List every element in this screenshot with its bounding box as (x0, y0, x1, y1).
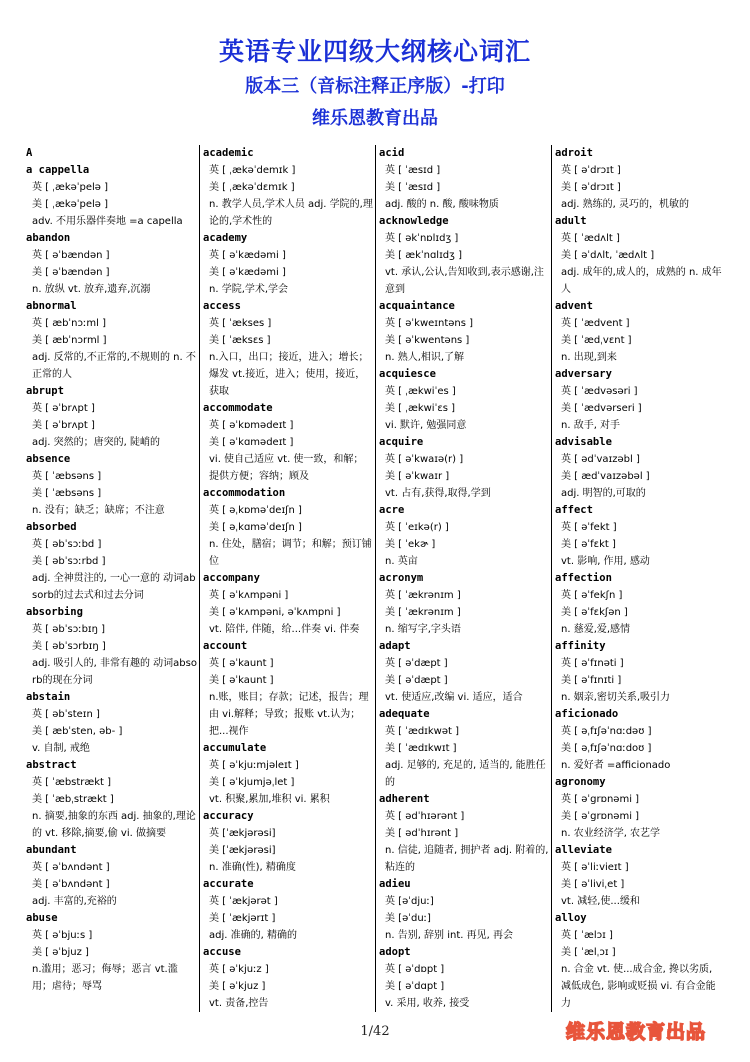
phonetic-line: 英 [ əˈdæpt ] (385, 658, 448, 669)
vocab-column-4 (551, 145, 727, 1012)
phonetic-line: 英 [ əˈkædəmi ] (209, 250, 286, 261)
phonetic-line: 英 [ ˈælɔɪ ] (561, 930, 613, 941)
headword: accommodate (203, 402, 273, 414)
phonetic-line: 美 [ ˈædvərseri ] (561, 403, 642, 414)
headword: access (203, 300, 241, 312)
headword: alloy (555, 912, 587, 924)
headword: abnormal (26, 300, 77, 312)
phonetic-line: 英 [ ˈækrənɪm ] (385, 590, 461, 601)
headword: affect (555, 504, 593, 516)
phonetic-line: 美 [ ˈekɚ ] (385, 539, 436, 550)
phonetic-line: 美 [ ˈækjərɪt ] (209, 913, 276, 924)
phonetic-line: 美 [ əˈdʌlt, ˈædʌlt ] (561, 250, 655, 261)
phonetic-line: 英 [ əˈkweɪntəns ] (385, 318, 474, 329)
headword: accurate (203, 878, 254, 890)
headword: affinity (555, 640, 606, 652)
headword: alleviate (555, 844, 612, 856)
phonetic-line: 英 [ əˈkjuːmjəleɪt ] (209, 760, 299, 771)
definition-line: n. 学院,学术,学会 (209, 284, 289, 295)
phonetic-line: 英 [ ˈædʌlt ] (561, 233, 620, 244)
phonetic-line: 英 [ ˈædvəsəri ] (561, 386, 638, 397)
phonetic-line: 英 [əˈdjuː] (385, 896, 434, 907)
headword: accompany (203, 572, 260, 584)
phonetic-line: 英 [ əˈgrɒnəmi ] (561, 794, 640, 805)
phonetic-line: 美 [ əˈkwaɪr ] (385, 471, 450, 482)
headword: account (203, 640, 248, 652)
phonetic-line: 英 [ əˈfɪnəti ] (561, 658, 624, 669)
phonetic-line: 美 [ ˈædɪkwɪt ] (385, 743, 457, 754)
phonetic-line: 英 [ ˈæbsəns ] (32, 471, 102, 482)
phonetic-line: 英 [ əˈbjuːs ] (32, 930, 93, 941)
phonetic-line: 英 [ ˈækjərət ] (209, 896, 278, 907)
headword: abstain (26, 691, 71, 703)
definition-line: n. 出现,到来 (561, 352, 617, 363)
definition-line: vt. 承认,公认,告知收到,表示感谢,注意到 (385, 267, 544, 295)
phonetic-line: 英 [ ədˈvaɪzəbl ] (561, 454, 640, 465)
definition-line: n.入口，出口；接近，进入；增长；爆发 vt.接近，进入；使用，接近，获取 (209, 352, 369, 397)
phonetic-line: 美 [ ˌækəˈdɛmɪk ] (209, 182, 295, 193)
phonetic-line: 美 [ ədˈhɪrənt ] (385, 828, 459, 839)
headword: agronomy (555, 776, 606, 788)
definition-line: n. 信徒, 追随者, 拥护者 adj. 附着的, 粘连的 (385, 845, 549, 873)
definition-line: n. 慈爱,爱,感情 (561, 624, 631, 635)
phonetic-line: 英 [ ədˈhɪərənt ] (385, 811, 465, 822)
definition-line: adj. 丰富的,充裕的 (32, 896, 117, 907)
phonetic-line: 美 [ ˈæbˌstrækt ] (32, 794, 114, 805)
phonetic-line: 美 [ ˌækwiˈɛs ] (385, 403, 456, 414)
definition-line: adj. 成年的,成人的，成熟的 n. 成年人 (561, 267, 722, 295)
phonetic-line: 英 [ ˌækəˈdemɪk ] (209, 165, 296, 176)
definition-line: adj. 反常的,不正常的,不规则的 n. 不正常的人 (32, 352, 196, 380)
headword: acronym (379, 572, 424, 584)
phonetic-line: 美 [ əˈbʌndənt ] (32, 879, 110, 890)
phonetic-line: 美 [ əˈfɪnɪti ] (561, 675, 622, 686)
definition-line: vt. 使适应,改编 vi. 适应，适合 (385, 692, 523, 703)
definition-line: n. 敌手, 对手 (561, 420, 621, 431)
phonetic-line: 英 [ ˈædvent ] (561, 318, 630, 329)
definition-line: vt. 积聚,累加,堆积 vi. 累积 (209, 794, 330, 805)
headword: academy (203, 232, 248, 244)
phonetic-line: 美 [ ædˈvaɪzəbəl ] (561, 471, 650, 482)
headword: acquire (379, 436, 424, 448)
definition-line: n. 合金 vt. 使...成合金, 搀以劣质, 减低成色, 影响或贬损 vi. 有合金能力 (561, 964, 716, 1009)
phonetic-line: 美 [ ækˈnɑlɪdʒ ] (385, 250, 463, 261)
phonetic-line: 英 [ əkˈnɒlɪdʒ ] (385, 233, 459, 244)
vocabulary-columns (23, 145, 727, 1012)
phonetic-line: 美 [ˈækjərəsi] (209, 845, 276, 856)
headword: A (26, 147, 33, 159)
definition-line: adj. 吸引人的, 非常有趣的 动词absorb的现在分词 (32, 658, 197, 686)
phonetic-line: 美 [ əˈfɛkʃən ] (561, 607, 628, 618)
headword: abundant (26, 844, 77, 856)
phonetic-line: 美 [ əˈbjuz ] (32, 947, 89, 958)
phonetic-line: 英 [ˈækjərəsi] (209, 828, 276, 839)
definition-line: vt. 责备,控告 (209, 998, 269, 1009)
definition-line: adj. 酸的 n. 酸, 酸味物质 (385, 199, 499, 210)
headword: adherent (379, 793, 430, 805)
phonetic-line: 美 [ əˈkædəmi ] (209, 267, 286, 278)
phonetic-line: 英 [ əbˈsteɪn ] (32, 709, 100, 720)
definition-line: n. 爱好者 =afficionado (561, 760, 671, 771)
headword: abandon (26, 232, 71, 244)
phonetic-line: 英 [ əˈkʌmpəni ] (209, 590, 289, 601)
phonetic-line: 英 [ əˈkaunt ] (209, 658, 274, 669)
phonetic-line: 英 [ ˈækses ] (209, 318, 272, 329)
phonetic-line: 美 [ əˈliviˌet ] (561, 879, 625, 890)
phonetic-line: 美 [ əbˈsɔrbɪŋ ] (32, 641, 106, 652)
phonetic-line: 美 [ əˈbrʌpt ] (32, 420, 95, 431)
watermark: 维乐恩教育出品 (566, 1021, 707, 1043)
definition-line: n. 摘要,抽象的东西 adj. 抽象的,理论的 vt. 移除,摘要,偷 vi. 做摘要 (32, 811, 196, 839)
page-subtitle: 版本三（音标注释正序版）-打印 (245, 76, 505, 97)
phonetic-line: 英 [ əˈkjuːz ] (209, 964, 269, 975)
phonetic-line: 美 [ ˌækəˈpelə ] (32, 199, 109, 210)
definition-line: n. 缩写字,字头语 (385, 624, 461, 635)
phonetic-line: 英 [ əˈdrɔɪt ] (561, 165, 621, 176)
definition-line: adj. 明智的,可取的 (561, 488, 646, 499)
phonetic-line: 英 [ ˈeɪkə(r) ] (385, 522, 449, 533)
definition-line: n. 英亩 (385, 556, 418, 567)
phonetic-line: 英 [ əˈbʌndənt ] (32, 862, 110, 873)
phonetic-line: 美 [ əˈdrɔɪt ] (561, 182, 621, 193)
page-header (0, 36, 750, 132)
headword: abstract (26, 759, 77, 771)
definition-line: n. 没有；缺乏；缺席；不注意 (32, 505, 165, 516)
definition-line: n. 熟人,相识,了解 (385, 352, 465, 363)
headword: adversary (555, 368, 612, 380)
phonetic-line: 美 [ əˌkɑməˈdeɪʃn ] (209, 522, 302, 533)
page-title: 英语专业四级大纲核心词汇 (218, 37, 531, 66)
phonetic-line: 英 [ əˌfɪʃəˈnɑːdəʊ ] (561, 726, 652, 737)
headword: abrupt (26, 385, 64, 397)
phonetic-line: 美 [ əˈkjumjəˌlet ] (209, 777, 295, 788)
phonetic-line: 美 [ əˈfɛkt ] (561, 539, 616, 550)
phonetic-line: 美 [ ˈæksɛs ] (209, 335, 271, 346)
headword: acquiesce (379, 368, 436, 380)
headword: adapt (379, 640, 411, 652)
publisher-name: 维乐恩教育出品 (312, 108, 438, 129)
phonetic-line: 英 [ əˈliːvieɪt ] (561, 862, 629, 873)
headword: adopt (379, 946, 411, 958)
phonetic-line: 美 [ æbˈsten, əb- ] (32, 726, 123, 737)
definition-line: n. 告别, 辞别 int. 再见, 再会 (385, 930, 513, 941)
headword: acid (379, 147, 405, 159)
headword: aficionado (555, 708, 619, 720)
headword: accumulate (203, 742, 267, 754)
definition-line: n. 住处，膳宿；调节；和解；预订铺位 (209, 539, 372, 567)
headword: absence (26, 453, 71, 465)
phonetic-line: 美 [ əˈkʌmpəni, əˈkʌmpni ] (209, 607, 341, 618)
definition-line: vt. 陪伴, 伴随，给...伴奏 vi. 伴奏 (209, 624, 360, 635)
definition-line: adj. 熟练的, 灵巧的，机敏的 (561, 199, 689, 210)
phonetic-line: 美 [ əˈdɑpt ] (385, 981, 445, 992)
definition-line: vi. 使自己适应 vt. 使一致，和解；提供方便；容纳；顾及 (209, 454, 364, 482)
phonetic-line: 美 [ əˈkjuz ] (209, 981, 266, 992)
phonetic-line: 英 [ ˌækəˈpelə ] (32, 182, 109, 193)
definition-line: n.账，账目；存款；记述，报告；理由 vi.解释；导致；报账 vt.认为；把...视作 (209, 692, 369, 737)
definition-line: vi. 默许, 勉强同意 (385, 420, 467, 431)
headword: accuse (203, 946, 241, 958)
headword: advent (555, 300, 593, 312)
definition-line: v. 自制, 戒绝 (32, 743, 90, 754)
page-number: 1/42 (360, 1024, 390, 1039)
phonetic-line: 美 [ əˌfɪʃəˈnɑːdoʊ ] (561, 743, 652, 754)
definition-line: n. 姻亲,密切关系,吸引力 (561, 692, 671, 703)
headword: advisable (555, 436, 612, 448)
phonetic-line: 英 [ əˈfekʃn ] (561, 590, 623, 601)
definition-line: v. 采用, 收养, 接受 (385, 998, 470, 1009)
phonetic-line: 美 [ ˈæbsəns ] (32, 488, 102, 499)
headword: accommodation (203, 487, 286, 499)
phonetic-line: 英 [ əbˈsɔːbd ] (32, 539, 102, 550)
headword: academic (203, 147, 254, 159)
phonetic-line: 美 [ əˈkaunt ] (209, 675, 274, 686)
phonetic-line: 英 [ əˈbændən ] (32, 250, 110, 261)
headword: absorbing (26, 606, 83, 618)
definition-line: adj. 全神贯注的, 一心一意的 动词absorb的过去式和过去分词 (32, 573, 196, 601)
headword: adequate (379, 708, 430, 720)
headword: affection (555, 572, 612, 584)
definition-line: n. 放纵 vt. 放弃,遗弃,沉溺 (32, 284, 151, 295)
phonetic-line: 英 [ əˈkwaɪə(r) ] (385, 454, 464, 465)
definition-line: n. 农业经济学, 农艺学 (561, 828, 661, 839)
definition-line: adj. 足够的, 充足的, 适当的, 能胜任的 (385, 760, 546, 788)
phonetic-line: 英 [ əˌkɒməˈdeɪʃn ] (209, 505, 302, 516)
phonetic-line: 美 [ əˈdæpt ] (385, 675, 448, 686)
headword: acre (379, 504, 405, 516)
phonetic-line: 美 [ əˈkɑmədeɪt ] (209, 437, 294, 448)
phonetic-line: 英 [ æbˈnɔːml ] (32, 318, 106, 329)
headword: acquaintance (379, 300, 455, 312)
headword: adroit (555, 147, 593, 159)
phonetic-line: 英 [ əˈfekt ] (561, 522, 617, 533)
definition-line: vt. 减轻,使...缓和 (561, 896, 640, 907)
phonetic-line: 英 [ ˈædɪkwət ] (385, 726, 460, 737)
phonetic-line: 美 [ æbˈnɔrml ] (32, 335, 107, 346)
headword: accuracy (203, 810, 254, 822)
headword: adult (555, 215, 587, 227)
definition-line: n.滥用；恶习；侮辱；恶言 vt.滥用；虐待；辱骂 (32, 964, 178, 992)
definition-line: adj. 准确的, 精确的 (209, 930, 297, 941)
definition-line: vt. 占有,获得,取得,学到 (385, 488, 491, 499)
phonetic-line: 英 [ ˈæsɪd ] (385, 165, 441, 176)
phonetic-line: 英 [ ˈæbstrækt ] (32, 777, 112, 788)
phonetic-line: 英 [ əbˈsɔːbɪŋ ] (32, 624, 106, 635)
definition-line: n. 教学人员,学术人员 adj. 学院的,理论的,学术性的 (209, 199, 373, 227)
phonetic-line: 美 [ ˈækrənɪm ] (385, 607, 461, 618)
definition-line: adv. 不用乐器伴奏地 =a capella (32, 216, 183, 227)
phonetic-line: 英 [ əˈdɒpt ] (385, 964, 445, 975)
vocab-column-1 (23, 145, 199, 1012)
phonetic-line: 英 [ əˈbrʌpt ] (32, 403, 95, 414)
vocab-column-2 (199, 145, 375, 1012)
definition-line: vt. 影响, 作用, 感动 (561, 556, 650, 567)
phonetic-line: 美 [ ˈædˌvɛnt ] (561, 335, 632, 346)
phonetic-line: 美 [əˈduː] (385, 913, 431, 924)
definition-line: n. 准确(性), 精确度 (209, 862, 296, 873)
phonetic-line: 美 [ əbˈsɔːrbd ] (32, 556, 106, 567)
phonetic-line: 美 [ ˈælˌɔɪ ] (561, 947, 616, 958)
phonetic-line: 美 [ ˈæsɪd ] (385, 182, 441, 193)
headword: a cappella (26, 164, 90, 176)
phonetic-line: 英 [ ˌækwiˈes ] (385, 386, 456, 397)
headword: adieu (379, 878, 411, 890)
definition-line: adj. 突然的；唐突的, 陡峭的 (32, 437, 160, 448)
phonetic-line: 英 [ əˈkɒmədeɪt ] (209, 420, 294, 431)
phonetic-line: 美 [ əˈgrɒnəmi ] (561, 811, 640, 822)
headword: acknowledge (379, 215, 449, 227)
phonetic-line: 美 [ əˈbændən ] (32, 267, 110, 278)
phonetic-line: 美 [ əˈkwentəns ] (385, 335, 470, 346)
headword: abuse (26, 912, 58, 924)
vocab-column-3 (375, 145, 551, 1012)
headword: absorbed (26, 521, 77, 533)
